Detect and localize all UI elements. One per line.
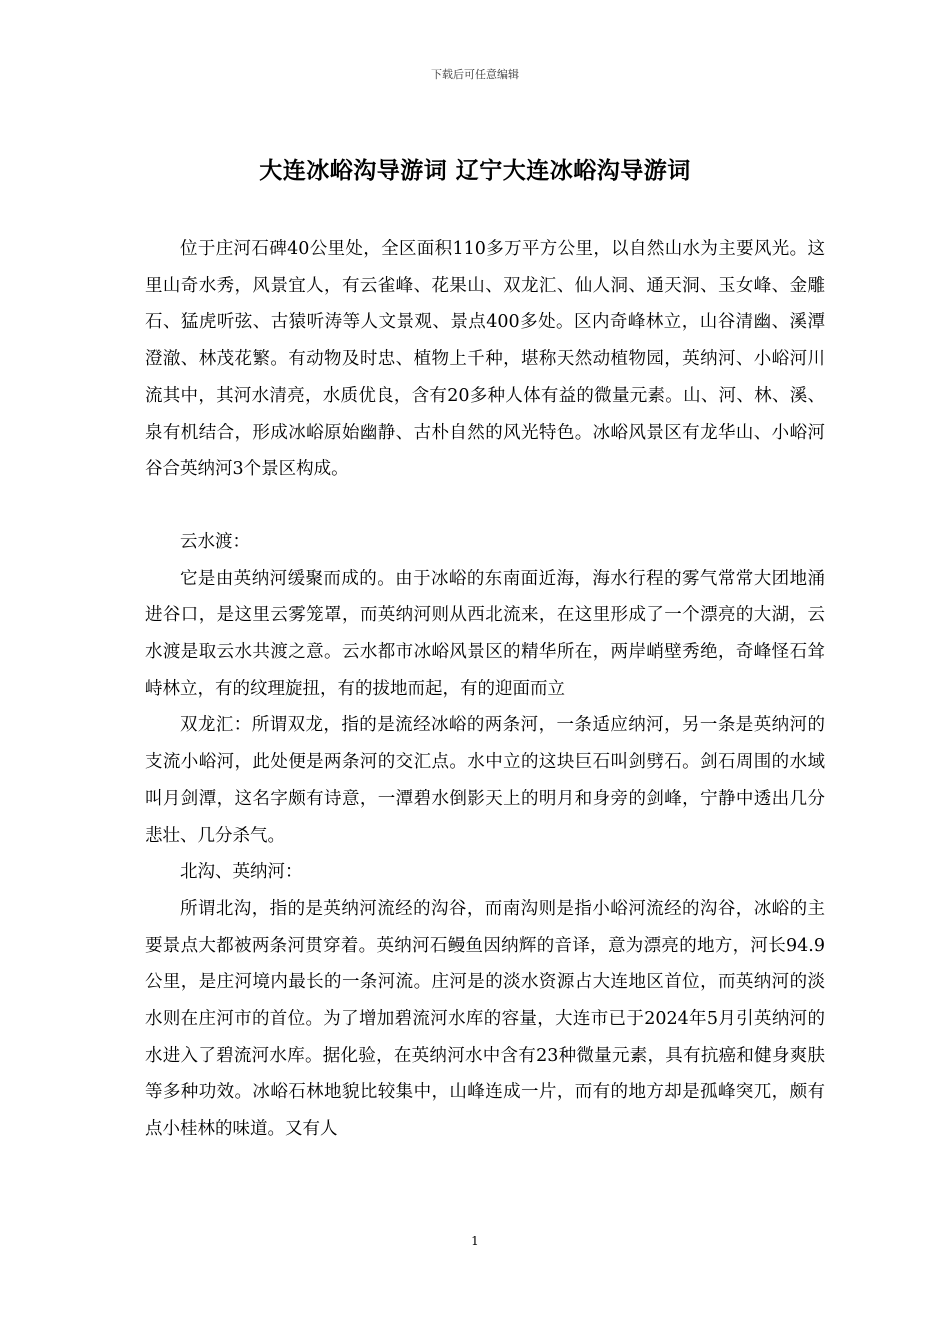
paragraph-shuanglonghui: 双龙汇：所谓双龙，指的是流经冰峪的两条河，一条适应纳河，另一条是英纳河的支流小峪河，此处便是两条河的交汇点。水中立的这块巨石叫剑劈石。剑石周围的水域叫月剑潭，这名字颇有诗意，一潭碧水倒影天上的明月和身旁的剑峰，宁静中透出几分悲壮、几分杀气。 [145,715,825,846]
paragraph-beigou: 所谓北沟，指的是英纳河流经的沟谷，而南沟则是指小峪河流经的沟谷，冰峪的主要景点大都被两条河贯穿着。英纳河石鳗鱼因纳辉的音译，意为漂亮的地方，河长94.9公里，是庄河境内最长的一条河流。庄河是的淡水资源占大连地区首位，而英纳河的淡水则在庄河市的首位。为了增加碧流河水库的容量，大连市已于2024年5月引英纳河的水进入了碧流河水库。据化验，在英纳河水中含有23种微量元素，具有抗癌和健身爽肤等多种功效。冰峪石林地貌比较集中，山峰连成一片，而有的地方却是孤峰突兀，颇有点小桂林的味道。又有人 [145,898,825,1140]
paragraph-yunshuidu: 它是由英纳河缓聚而成的。由于冰峪的东南面近海，海水行程的雾气常常大团地涌进谷口，是这里云雾笼罩，而英纳河则从西北流来，在这里形成了一个漂亮的大湖，云水渡是取云水共渡之意。云水都市冰峪风景区的精华所在，两岸峭壁秀绝，奇峰怪石耸峙林立，有的纹理旋扭，有的拔地而起，有的迎面而立 [145,568,825,699]
section-heading-beigou: 北沟、英纳河： [180,862,303,883]
document-body [145,231,825,1148]
document-title: 大连冰峪沟导游词 辽宁大连冰峪沟导游词 [259,157,691,184]
header-note: 下载后可任意编辑 [431,68,519,81]
paragraph-intro: 位于庄河石碑40公里处，全区面积110多万平方公里，以自然山水为主要风光。这里山奇水秀，风景宜人，有云雀峰、花果山、双龙汇、仙人洞、通天洞、玉女峰、金雕石、猛虎听弦、古猿听涛等人文景观、景点400多处。区内奇峰林立，山谷清幽、溪潭澄澈、林茂花繁。有动物及时忠、植物上千种，堪称天然动植物园，英纳河、小峪河川流其中，其河水清亮，水质优良，含有20多种人体有益的微量元素。山、河、林、溪、泉有机结合，形成冰峪原始幽静、古朴自然的风光特色。冰峪风景区有龙华山、小峪河谷合英纳河3个景区构成。 [145,239,825,480]
page-number: 1 [471,1234,479,1248]
section-heading-yunshuidu: 云水渡： [180,531,250,552]
